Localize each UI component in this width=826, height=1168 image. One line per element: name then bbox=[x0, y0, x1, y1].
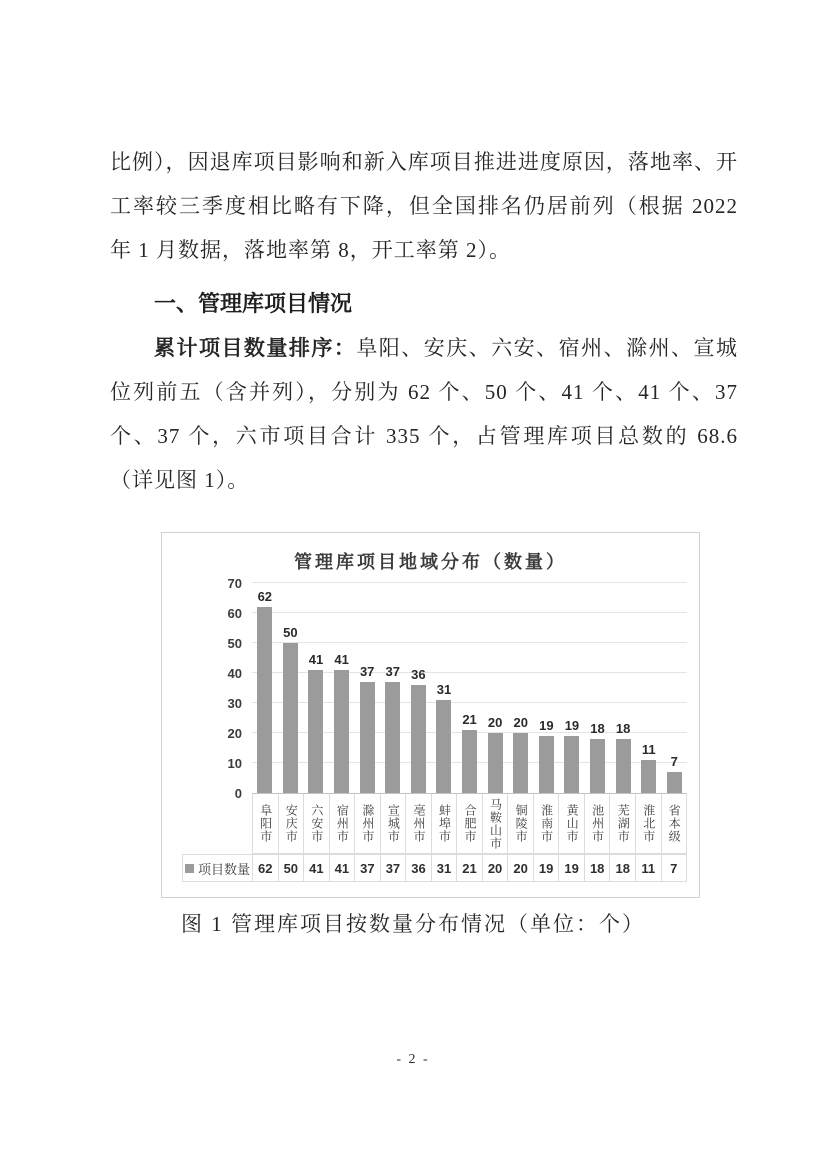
x-axis-category-cell bbox=[585, 794, 611, 854]
x-axis-category-cell bbox=[457, 794, 483, 854]
table-value-cell: 31 bbox=[432, 854, 458, 882]
bar-slot bbox=[610, 722, 636, 793]
bar-chart bbox=[161, 532, 700, 898]
bar-value-label: 36 bbox=[411, 667, 426, 682]
x-axis-category-label: 安庆市 bbox=[284, 804, 299, 843]
x-axis-category-label: 合肥市 bbox=[463, 804, 478, 843]
y-axis-tick-label: 70 bbox=[227, 576, 242, 591]
bar-value-label: 21 bbox=[462, 712, 477, 727]
bar-slot bbox=[585, 722, 611, 793]
y-axis-tick-label: 0 bbox=[234, 786, 242, 801]
gridline bbox=[252, 612, 687, 613]
table-value-cell: 20 bbox=[508, 854, 534, 882]
x-axis-category-cell bbox=[610, 794, 636, 854]
table-value-cell: 36 bbox=[406, 854, 432, 882]
x-axis-category-cell bbox=[381, 794, 407, 854]
x-axis-category-cell bbox=[279, 794, 305, 854]
bar-slot bbox=[252, 590, 278, 793]
bar bbox=[667, 772, 682, 793]
bar-value-label: 41 bbox=[308, 652, 324, 667]
x-axis-category-cell bbox=[252, 794, 279, 854]
bar-value-label: 31 bbox=[436, 682, 452, 697]
table-value-cell: 7 bbox=[662, 854, 688, 882]
x-axis-category-cell bbox=[432, 794, 458, 854]
bar-slot bbox=[354, 665, 380, 793]
table-value-cell: 11 bbox=[636, 854, 662, 882]
bar-value-label: 18 bbox=[590, 721, 605, 736]
bar bbox=[257, 607, 272, 793]
paragraph-2-body: 阜阳、安庆、六安、宿州、滁州、宣城位列前五（含并列），分别为 62 个、50 个、41 个、41 个、37 个、37 个，六市项目合计 335 个，占管理库项目总数的 68.6（详见图 1）。 bbox=[110, 336, 739, 492]
x-axis-category-cell bbox=[483, 794, 509, 854]
bar-slot bbox=[431, 683, 457, 793]
bar bbox=[616, 739, 631, 793]
x-axis-category-cell bbox=[636, 794, 662, 854]
x-axis-category-cell bbox=[355, 794, 381, 854]
table-value-cell: 21 bbox=[457, 854, 483, 882]
bar-slot bbox=[329, 653, 355, 793]
table-value-cell: 18 bbox=[585, 854, 611, 882]
legend-label: 项目数量 bbox=[197, 861, 250, 877]
table-value-cell: 19 bbox=[559, 854, 585, 882]
figure-caption: 图 1 管理库项目按数量分布情况（单位：个） bbox=[181, 912, 645, 936]
x-axis-category-label: 黄山市 bbox=[565, 804, 580, 843]
bar-value-label: 37 bbox=[385, 664, 400, 679]
bar-slot bbox=[534, 719, 560, 793]
x-axis-category-label: 铜陵市 bbox=[514, 804, 529, 843]
bar bbox=[590, 739, 605, 793]
x-axis-category-cell bbox=[559, 794, 585, 854]
table-value-cell: 37 bbox=[381, 854, 407, 882]
bar-slot bbox=[303, 653, 329, 793]
bar-value-label: 62 bbox=[257, 589, 273, 604]
data-table-row bbox=[252, 854, 687, 882]
bar-value-label: 20 bbox=[487, 715, 503, 730]
plot-region bbox=[252, 584, 687, 794]
axis-corner bbox=[174, 794, 252, 854]
x-axis-category-row bbox=[252, 794, 687, 854]
bar bbox=[283, 643, 298, 793]
x-axis-category-label: 六安市 bbox=[309, 804, 324, 843]
x-axis-category-label: 淮北市 bbox=[641, 804, 656, 843]
bar-slot bbox=[662, 755, 688, 793]
bar bbox=[641, 760, 656, 793]
table-value-cell: 37 bbox=[355, 854, 381, 882]
bar bbox=[513, 733, 528, 793]
x-axis-category-cell bbox=[330, 794, 356, 854]
bar-value-label: 37 bbox=[359, 664, 375, 679]
bar bbox=[462, 730, 477, 793]
legend-square-icon bbox=[185, 864, 194, 873]
table-value-cell: 41 bbox=[304, 854, 330, 882]
bar bbox=[385, 682, 400, 793]
x-axis-category-label: 淮南市 bbox=[539, 804, 554, 843]
gridline bbox=[252, 582, 687, 583]
table-value-cell: 20 bbox=[483, 854, 509, 882]
bar-slot bbox=[406, 668, 432, 793]
x-axis-category-cell bbox=[534, 794, 560, 854]
table-value-cell: 50 bbox=[279, 854, 305, 882]
paragraph-2-lead: 累计项目数量排序： bbox=[154, 336, 357, 360]
bar-value-label: 20 bbox=[513, 715, 528, 730]
x-axis-category-label: 马鞍山市 bbox=[488, 797, 503, 850]
x-axis-category-label: 阜阳市 bbox=[258, 804, 273, 843]
x-axis-category-label: 省本级 bbox=[667, 804, 682, 843]
chart-title: 管理库项目地域分布（数量） bbox=[294, 552, 567, 572]
bar-slot bbox=[482, 716, 508, 793]
bar bbox=[564, 736, 579, 793]
bar-value-label: 11 bbox=[641, 742, 656, 757]
bar bbox=[436, 700, 451, 793]
bar-value-label: 7 bbox=[670, 754, 678, 769]
bar bbox=[539, 736, 554, 793]
bar bbox=[360, 682, 375, 793]
paragraph-2 bbox=[110, 326, 738, 502]
x-axis-category-cell bbox=[406, 794, 432, 854]
bar-value-label: 18 bbox=[615, 721, 631, 736]
paragraph-1: 比例），因退库项目影响和新入库项目推进进度原因，落地率、开工率较三季度相比略有下降，但全国排名仍居前列（根据 2022 年 1 月数据，落地率第 8，开工率第 2）。 bbox=[110, 150, 738, 262]
table-value-cell: 18 bbox=[610, 854, 636, 882]
bar-slot bbox=[457, 713, 483, 793]
y-axis-tick-label: 20 bbox=[227, 726, 242, 741]
section-heading: 一、管理库项目情况 bbox=[154, 291, 353, 316]
x-axis-category-label: 蚌埠市 bbox=[437, 804, 452, 843]
x-axis-category-label: 宿州市 bbox=[335, 804, 350, 843]
bar bbox=[411, 685, 426, 793]
x-axis-category-label: 滁州市 bbox=[360, 804, 375, 843]
x-axis-category-label: 宣城市 bbox=[386, 804, 401, 843]
bar-slot bbox=[278, 626, 304, 793]
bar bbox=[488, 733, 503, 793]
table-value-cell: 41 bbox=[330, 854, 356, 882]
bar-value-label: 50 bbox=[283, 625, 298, 640]
bar bbox=[334, 670, 349, 793]
legend-cell bbox=[182, 854, 252, 882]
bar-slot bbox=[508, 716, 534, 793]
bar-slot bbox=[636, 743, 662, 793]
page-number: - 2 - bbox=[396, 1052, 430, 1067]
x-axis-category-label: 芜湖市 bbox=[616, 804, 631, 843]
chart-plot-area bbox=[174, 576, 687, 882]
x-axis-category-cell bbox=[662, 794, 688, 854]
bar-slot bbox=[559, 719, 585, 793]
x-axis-category-cell bbox=[304, 794, 330, 854]
bar-slot bbox=[380, 665, 406, 793]
y-axis-tick-label: 50 bbox=[227, 636, 242, 651]
bar-value-label: 41 bbox=[334, 652, 349, 667]
y-axis-tick-label: 30 bbox=[227, 696, 242, 711]
x-axis-category-label: 亳州市 bbox=[411, 804, 426, 843]
x-axis-category-cell bbox=[508, 794, 534, 854]
table-value-cell: 19 bbox=[534, 854, 560, 882]
y-axis-tick-label: 40 bbox=[227, 666, 242, 681]
bar-value-label: 19 bbox=[564, 718, 580, 733]
table-value-cell: 62 bbox=[252, 854, 279, 882]
y-axis-tick-label: 60 bbox=[227, 606, 242, 621]
gridline bbox=[252, 642, 687, 643]
bar bbox=[308, 670, 323, 793]
y-axis-tick-label: 10 bbox=[227, 756, 242, 771]
y-axis bbox=[174, 576, 252, 801]
x-axis-category-label: 池州市 bbox=[590, 804, 605, 843]
bar-value-label: 19 bbox=[539, 718, 554, 733]
